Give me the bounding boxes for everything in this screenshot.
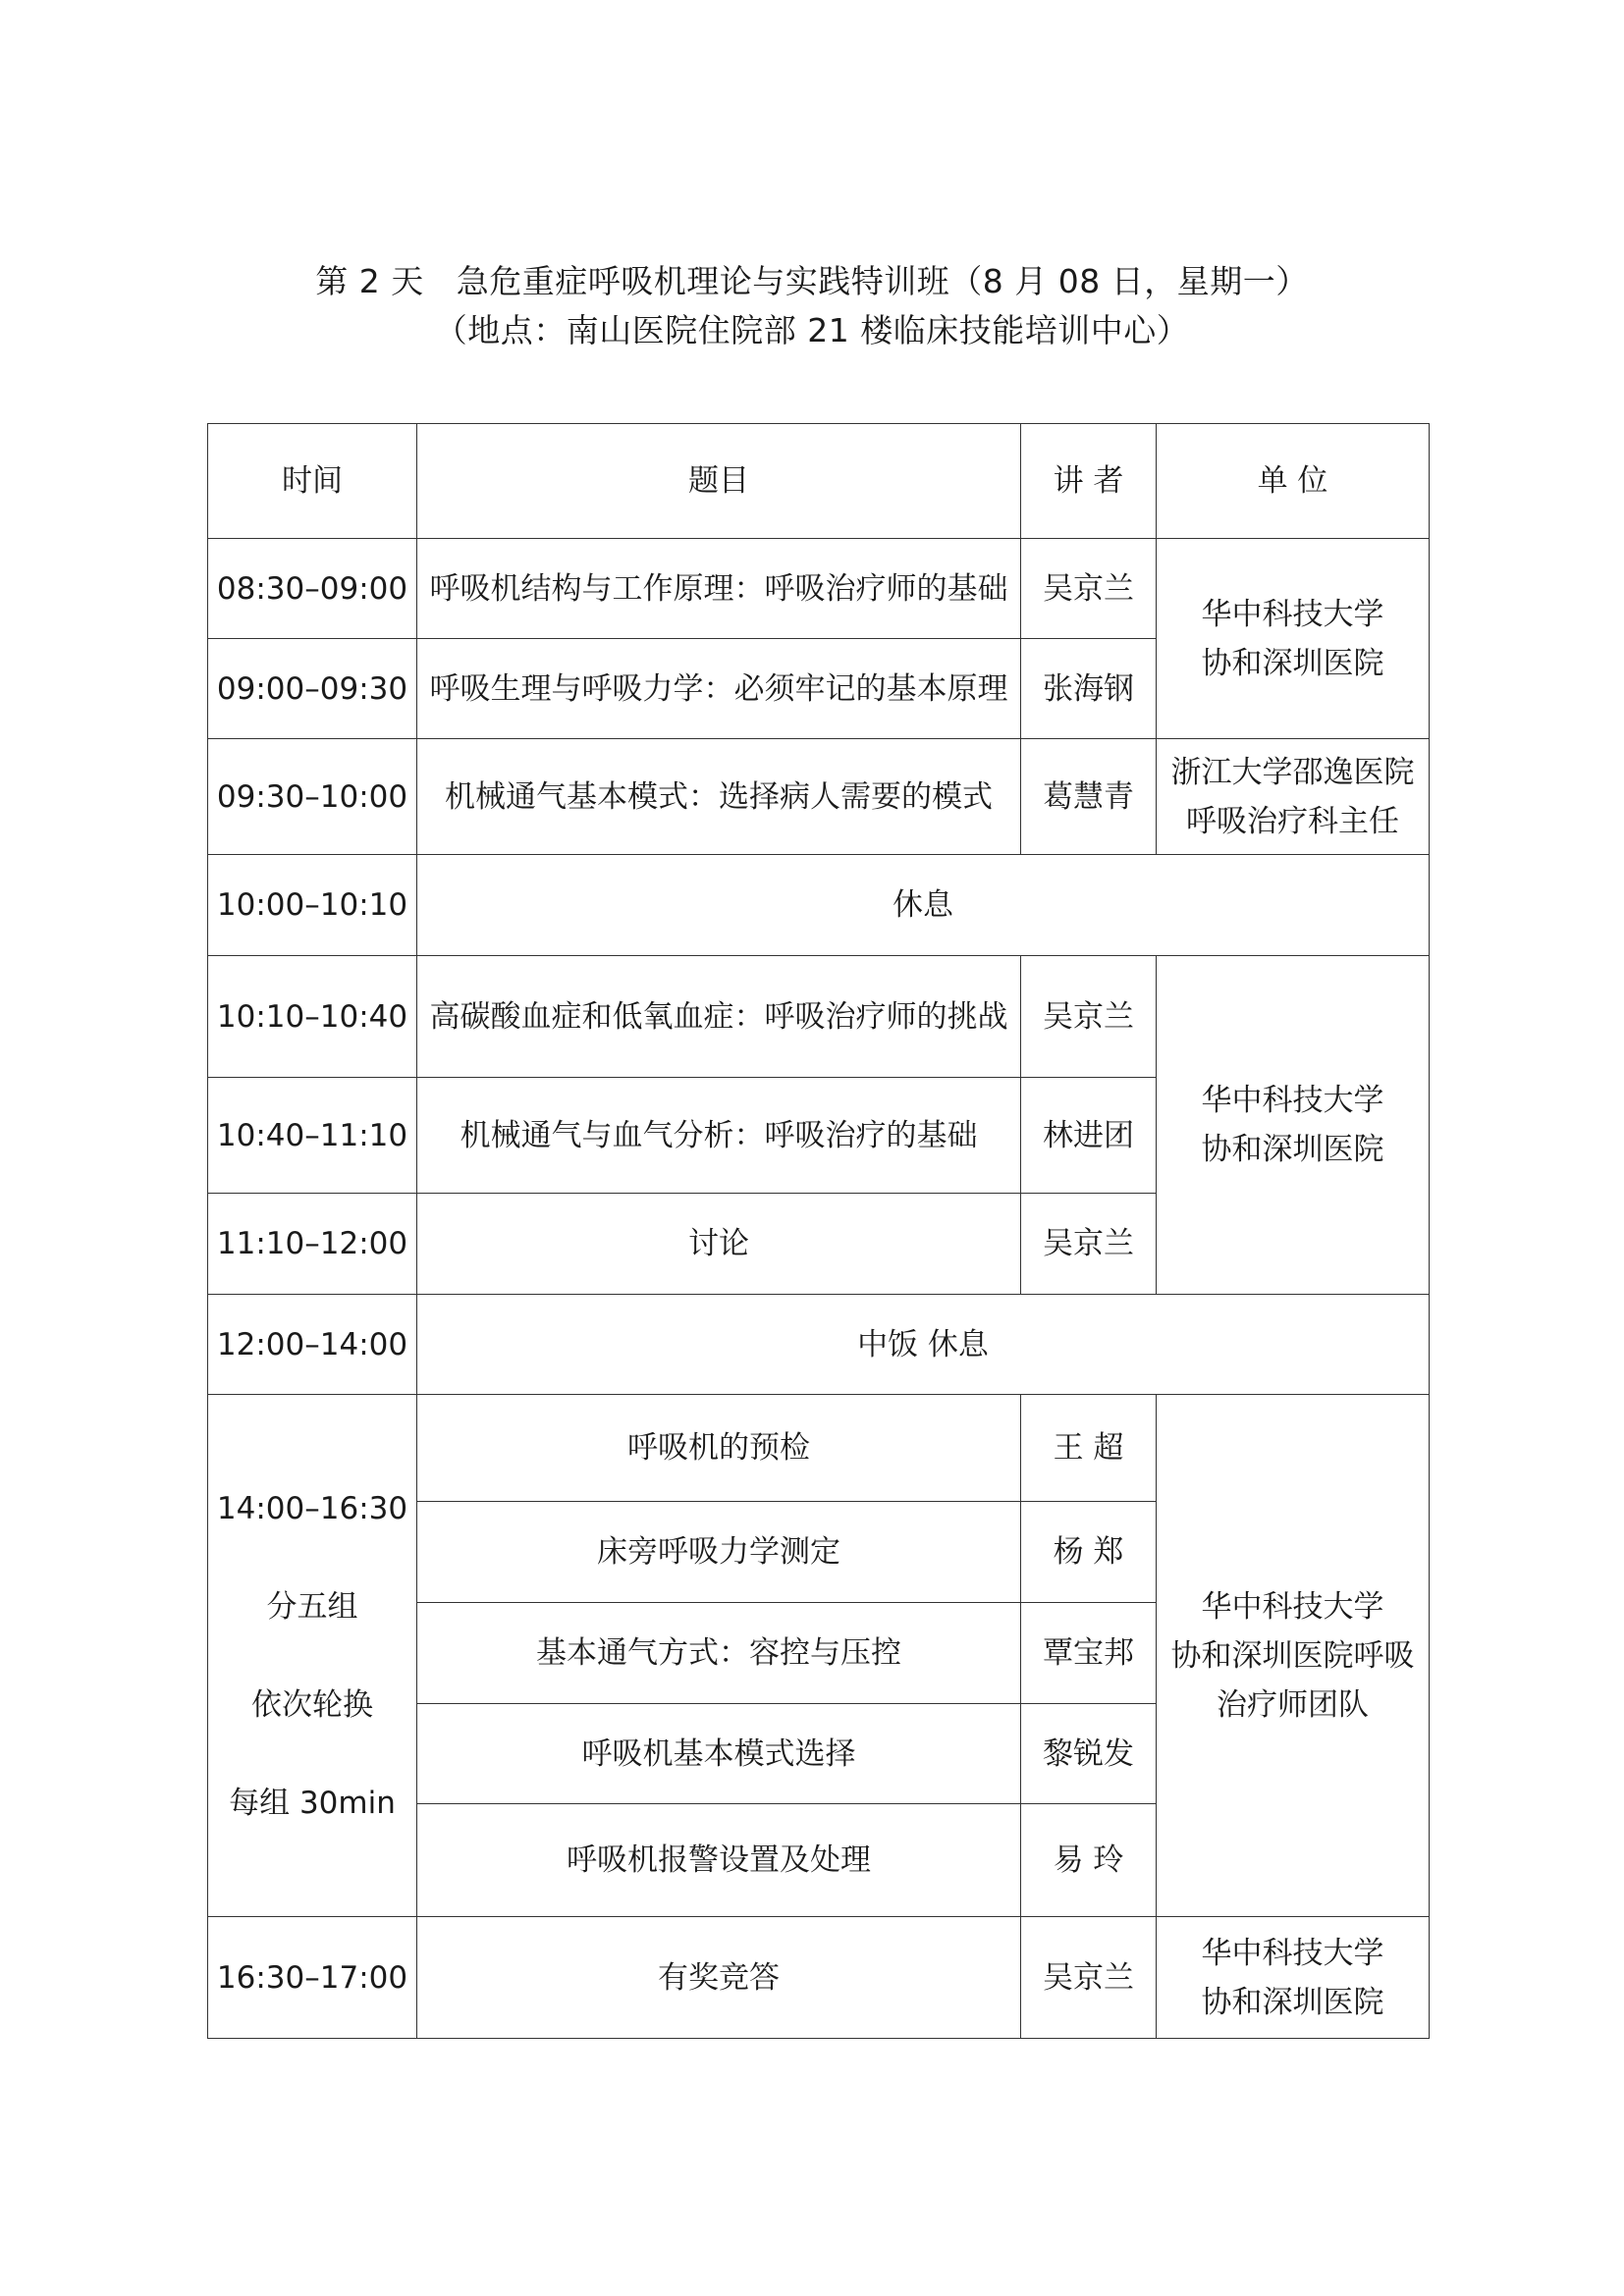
- time-cell: 16:30–17:00: [208, 1917, 417, 2039]
- topic-cell: 呼吸机报警设置及处理: [417, 1804, 1021, 1917]
- speaker-cell: 吴京兰: [1021, 539, 1157, 639]
- header-topic: 题目: [417, 424, 1021, 539]
- schedule-table: [207, 423, 1430, 2039]
- topic-cell: 基本通气方式：容控与压控: [417, 1603, 1021, 1704]
- group-note-2: 依次轮换: [251, 1686, 373, 1723]
- speaker-cell: 吴京兰: [1021, 1917, 1157, 2039]
- time-cell: 09:00–09:30: [208, 639, 417, 739]
- lunch-cell: 中饭 休息: [417, 1295, 1430, 1395]
- table-row: [208, 956, 1430, 1078]
- table-row-break: [208, 855, 1430, 956]
- unit-cell: 华中科技大学 协和深圳医院: [1157, 1917, 1430, 2039]
- table-header-row: [208, 424, 1430, 539]
- table-row: [208, 539, 1430, 639]
- speaker-cell: 王 超: [1021, 1395, 1157, 1502]
- schedule-location: （地点：南山医院住院部 21 楼临床技能培训中心）: [434, 311, 1190, 349]
- time-cell: 09:30–10:00: [208, 739, 417, 855]
- speaker-cell: 林进团: [1021, 1078, 1157, 1194]
- header-speaker: 讲 者: [1021, 424, 1157, 539]
- table-row: [208, 739, 1430, 855]
- topic-cell: 讨论: [417, 1194, 1021, 1295]
- table-row: [208, 1395, 1430, 1502]
- topic-cell: 机械通气基本模式：选择病人需要的模式: [417, 739, 1021, 855]
- speaker-cell: 张海钢: [1021, 639, 1157, 739]
- unit-cell: 浙江大学邵逸医院 呼吸治疗科主任: [1157, 739, 1430, 855]
- group-time-cell: [208, 1395, 417, 1917]
- time-cell: 10:00–10:10: [208, 855, 417, 956]
- time-cell: 10:40–11:10: [208, 1078, 417, 1194]
- break-cell: 休息: [417, 855, 1430, 956]
- unit-cell: 华中科技大学 协和深圳医院呼吸 治疗师团队: [1157, 1395, 1430, 1917]
- time-cell: 11:10–12:00: [208, 1194, 417, 1295]
- unit-cell: 华中科技大学 协和深圳医院: [1157, 956, 1430, 1295]
- topic-cell: 呼吸生理与呼吸力学：必须牢记的基本原理: [417, 639, 1021, 739]
- group-note-1: 分五组: [266, 1588, 358, 1625]
- time-cell: 08:30–09:00: [208, 539, 417, 639]
- speaker-cell: 吴京兰: [1021, 1194, 1157, 1295]
- table-row-lunch: [208, 1295, 1430, 1395]
- topic-cell: 呼吸机结构与工作原理：呼吸治疗师的基础: [417, 539, 1021, 639]
- topic-cell: 高碳酸血症和低氧血症：呼吸治疗师的挑战: [417, 956, 1021, 1078]
- speaker-cell: 吴京兰: [1021, 956, 1157, 1078]
- speaker-cell: 葛慧青: [1021, 739, 1157, 855]
- topic-cell: 呼吸机基本模式选择: [417, 1704, 1021, 1804]
- speaker-cell: 易 玲: [1021, 1804, 1157, 1917]
- topic-cell: 呼吸机的预检: [417, 1395, 1021, 1502]
- table-row: [208, 1917, 1430, 2039]
- header-unit: 单 位: [1157, 424, 1430, 539]
- schedule-title: 第 2 天 急危重症呼吸机理论与实践特训班（8 月 08 日，星期一）: [315, 262, 1309, 300]
- speaker-cell: 覃宝邦: [1021, 1603, 1157, 1704]
- topic-cell: 有奖竞答: [417, 1917, 1021, 2039]
- speaker-cell: 杨 郑: [1021, 1502, 1157, 1603]
- group-time: 14:00–16:30: [216, 1490, 408, 1526]
- topic-cell: 机械通气与血气分析：呼吸治疗的基础: [417, 1078, 1021, 1194]
- speaker-cell: 黎锐发: [1021, 1704, 1157, 1804]
- group-note-3: 每组 30min: [229, 1785, 396, 1821]
- header-time: 时间: [208, 424, 417, 539]
- time-cell: 10:10–10:40: [208, 956, 417, 1078]
- page-header: [0, 257, 1624, 355]
- unit-cell: 华中科技大学 协和深圳医院: [1157, 539, 1430, 739]
- topic-cell: 床旁呼吸力学测定: [417, 1502, 1021, 1603]
- time-cell: 12:00–14:00: [208, 1295, 417, 1395]
